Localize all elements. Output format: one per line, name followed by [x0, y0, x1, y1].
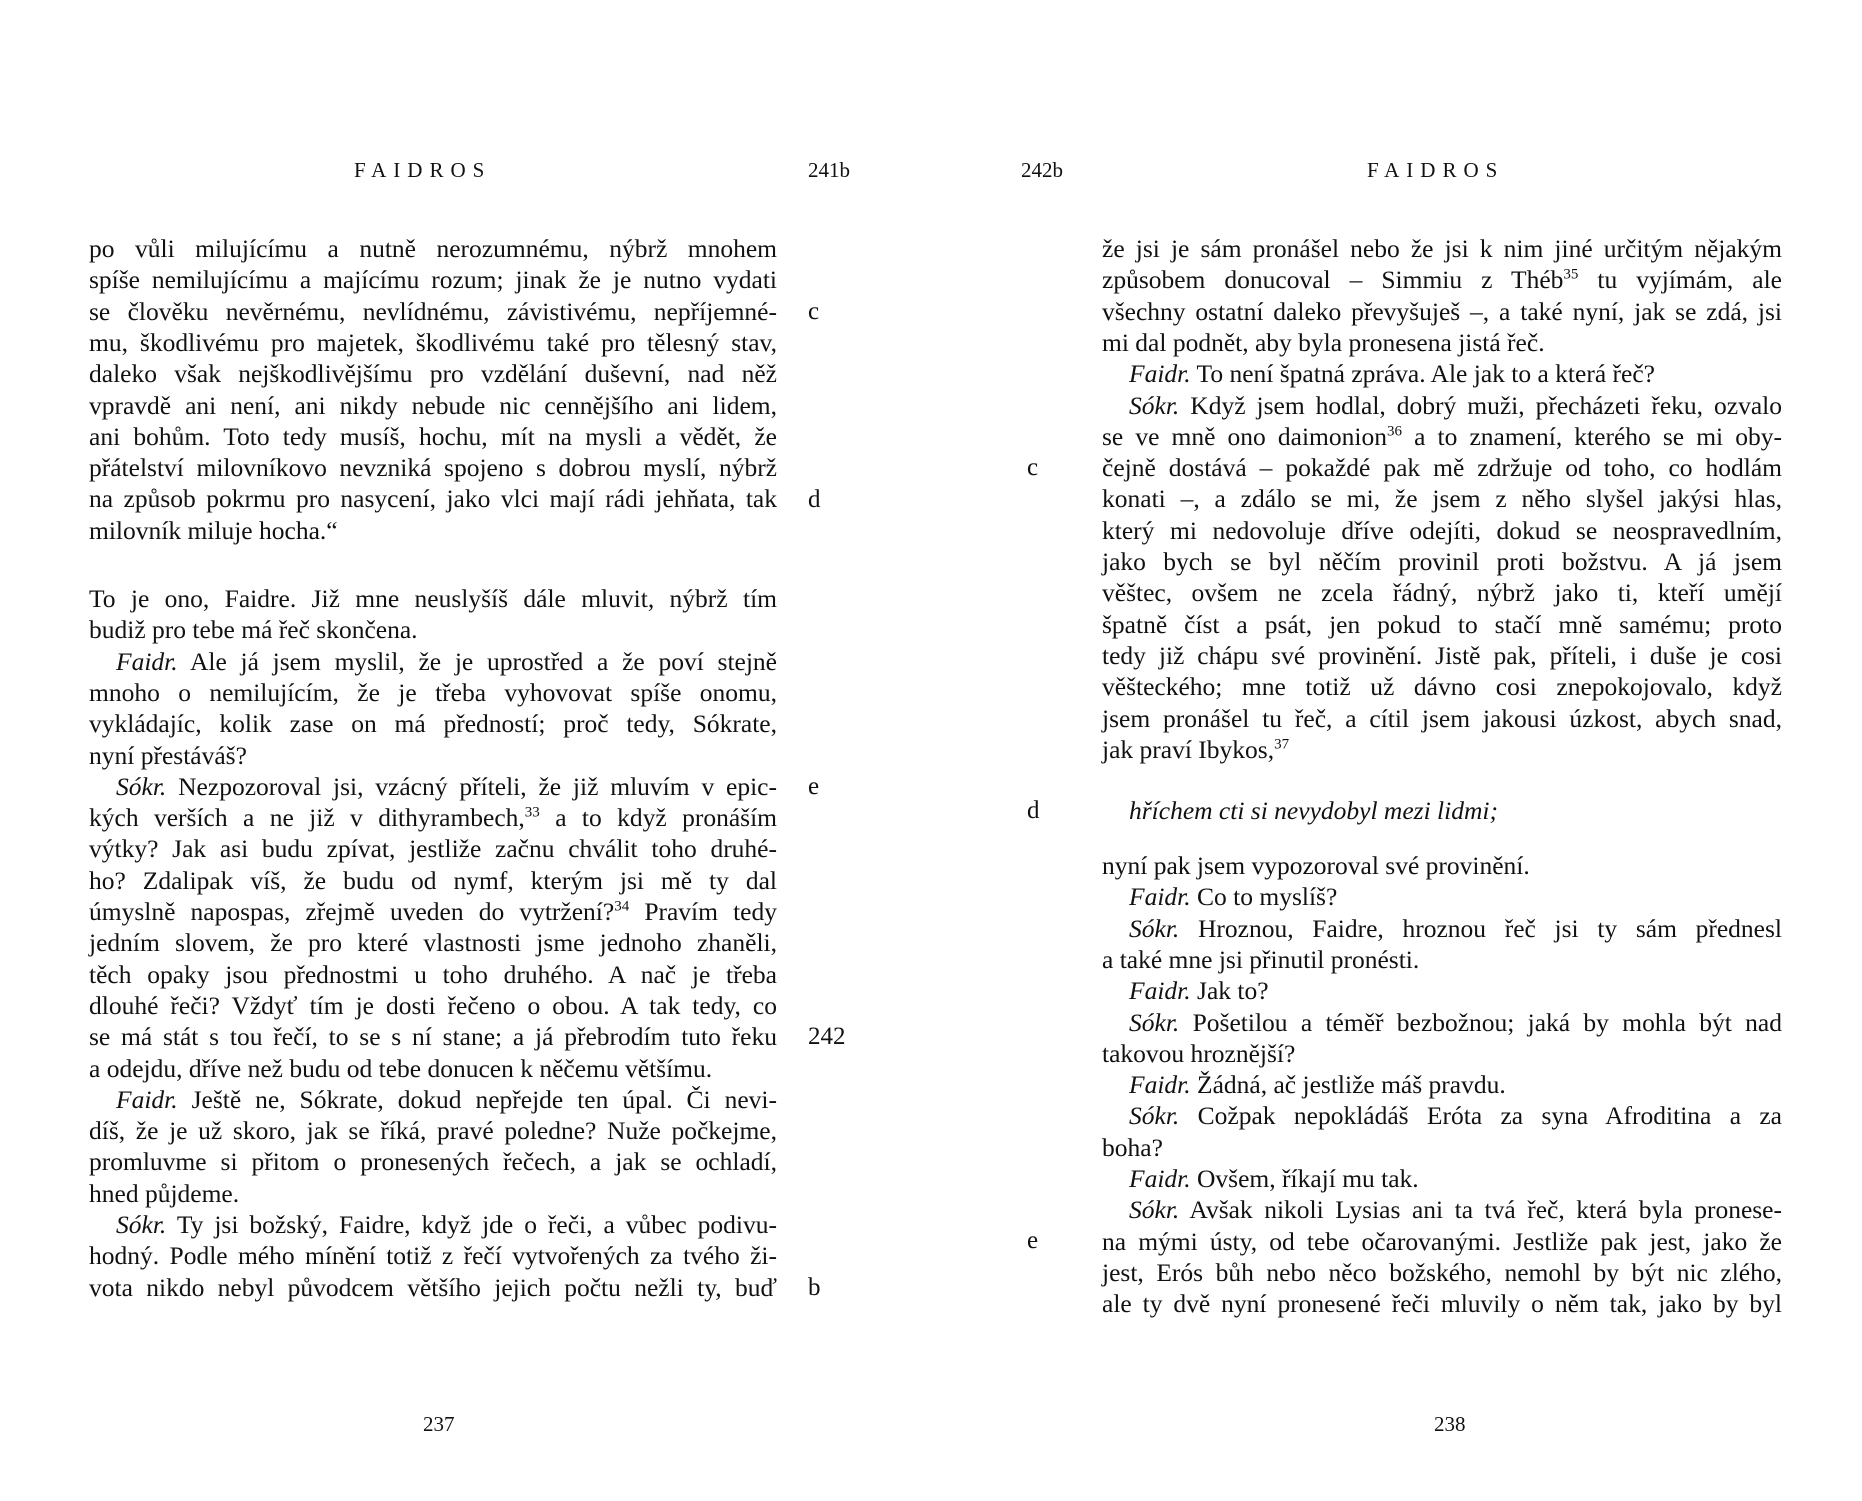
text-line: který mi nedovoluje dříve odejíti, dokud se neospravedlním,: [1102, 515, 1782, 545]
text-line: nyní pak jsem vypozoroval své provinění.: [1102, 851, 1530, 880]
speaker-name: Faidr.: [1129, 1164, 1191, 1193]
text-line: nyní přestáváš?: [89, 740, 247, 770]
speaker-name: Sókr.: [1129, 913, 1180, 943]
text-line: vpravdě ani není, ani nikdy nebude nic cennějšího ani lidem,: [89, 390, 777, 420]
text-line: jako bych se byl něčím provinil proti božstvu. A já jsem: [1102, 547, 1782, 576]
text-line: vota nikdo nebyl původcem většího jejich počtu nežli ty, buď: [89, 1272, 777, 1302]
text-line: Sókr. Ty jsi božský, Faidre, když jde o řeči, a vůbec podivu-: [116, 1210, 777, 1239]
text-line: přátelství milovníkovo nevzniká spojeno s dobrou myslí, nýbrž: [89, 453, 777, 483]
text-line: a odejdu, dříve než budu od tebe donucen k něčemu většímu.: [89, 1053, 713, 1083]
text-line: způsobem donucoval – Simmiu z Théb$^{35}$ tu vyjímám, ale: [1102, 265, 1782, 295]
margin-marker: e: [1027, 1227, 1039, 1254]
text-line: budiž pro tebe má řeč skončena.: [89, 615, 418, 645]
speaker-name: Faidr.: [1129, 882, 1191, 912]
page-number: 237: [423, 1412, 455, 1436]
text-line: Faidr. Ale já jsem myslil, že je uprostřed a že poví stejně: [116, 646, 777, 676]
text-line: věštec, ovšem ne zcela řádný, nýbrž jako ti, kteří umějí: [1102, 578, 1782, 608]
text-line: se člověku nevěrnému, nevlídnému, závistivému, nepříjemné-: [89, 296, 777, 326]
text-line: ale ty dvě nyní pronesené řeči mluvily o něm tak, jako by byl: [1102, 1289, 1782, 1319]
text-line: úmyslně napospas, zřejmě uveden do vytržení?$^{34}$ Pravím tedy: [89, 897, 777, 926]
text-line: hodný. Podle mého mínění totiž z řečí vytvořených za tvého ži-: [89, 1241, 777, 1271]
text-line: kých verších a ne již v dithyrambech,$^{33}$ a to když pronáším: [89, 803, 778, 833]
margin-marker: b: [808, 1274, 821, 1301]
text-line: dlouhé řeči? Vždyť tím je dosti řečeno o obou. A tak tedy, co: [89, 990, 777, 1020]
text-line: Faidr. Co to myslíš?: [1129, 882, 1338, 912]
text-line: boha?: [1102, 1132, 1163, 1162]
speaker-name: Sókr.: [116, 1210, 167, 1239]
text-line: Sókr. Nezpozoroval jsi, vzácný příteli, že již mluvím v epic-: [116, 771, 777, 801]
text-line: vykládajíc, kolik zase on má předností; proč tedy, Sókrate,: [89, 709, 777, 739]
text-line: Faidr. Ovšem, říkají mu tak.: [1129, 1164, 1419, 1193]
text-line: Faidr. To není špatná zpráva. Ale jak to a která řeč?: [1129, 359, 1655, 389]
speaker-name: Sókr.: [1129, 1195, 1180, 1225]
speaker-name: Faidr.: [1129, 976, 1191, 1006]
text-line: ho? Zdalipak víš, že budu od nymf, kterým jsi mě ty dal: [89, 865, 777, 895]
footnote-ref: 33: [524, 804, 540, 821]
page-number: 238: [1434, 1412, 1466, 1436]
text-line: Faidr. Žádná, ač jestliže máš pravdu.: [1129, 1070, 1506, 1100]
section-reference: 241b: [808, 158, 850, 182]
text-line: mu, škodlivému pro majetek, škodlivému také pro tělesný stav,: [89, 327, 777, 357]
speaker-name: Faidr.: [116, 1084, 178, 1114]
text-line: Sókr. Cožpak nepokládáš Eróta za syna Afroditina a za: [1129, 1101, 1782, 1131]
footnote-ref: 36: [1386, 423, 1402, 440]
text-line: na mými ústy, od tebe očarovanými. Jestliže pak jest, jako že: [1102, 1226, 1782, 1256]
text-line: a také mne jsi přinutil pronésti.: [1102, 944, 1420, 974]
text-line: na způsob pokrmu pro nasycení, jako vlci mají rádi jehňata, tak: [89, 484, 777, 514]
running-title: FAIDROS: [1367, 158, 1505, 182]
margin-marker: 242: [808, 1023, 846, 1050]
text-line: věšteckého; mne totiž už dávno cosi znepokojovalo, když: [1102, 672, 1782, 702]
text-line: jsem pronášel tu řeč, a cítil jsem jakousi úzkost, abych snad,: [1102, 703, 1782, 733]
text-line: Sókr. Když jsem hodlal, dobrý muži, přecházeti řeku, ozvalo: [1129, 390, 1782, 420]
speaker-name: Faidr.: [1129, 1070, 1191, 1100]
margin-marker: d: [808, 486, 821, 513]
text-line: těch opaky jsou přednostmi u toho druhého. A nač je třeba: [89, 959, 777, 989]
text-line: hned půjdeme.: [89, 1178, 240, 1208]
text-line: To je ono, Faidre. Již mne neuslyšíš dále mluvit, nýbrž tím: [89, 584, 777, 613]
text-line: Sókr. Pošetilou a téměř bezbožnou; jaká by mohla být nad: [1129, 1007, 1782, 1037]
text-line: jedním slovem, že pro které vlastnosti jsme jednoho zhaněli,: [89, 928, 777, 958]
text-line: se má stát s tou řečí, to se s ní stane; a já přebrodím tuto řeku: [89, 1022, 777, 1052]
right-page: [931, 0, 1862, 1501]
margin-marker: c: [808, 298, 820, 325]
text-line: po vůli milujícímu a nutně nerozumnému, nýbrž mnohem: [89, 234, 777, 263]
text-line: se ve mně ono daimonion$^{36}$ a to znamení, kterého se mi oby-: [1102, 421, 1782, 451]
text-line: spíše nemilujícímu a majícímu rozum; jinak že je nutno vydati: [89, 265, 777, 295]
margin-marker: c: [1027, 454, 1039, 481]
verse-quote: hříchem cti si nevydobyl mezi lidmi;: [1129, 796, 1498, 825]
text-line: jak praví Ibykos,$^{37}$: [1102, 734, 1290, 764]
text-line: ani bohům. Toto tedy musíš, hochu, mít na mysli a vědět, že: [89, 421, 777, 451]
text-line: všechny ostatní daleko převyšuješ –, a také nyní, jak se zdá, jsi: [1102, 296, 1782, 326]
text-line: jest, Erós bůh nebo něco božského, nemohl by být nic zlého,: [1102, 1257, 1782, 1287]
footnote-ref: 34: [614, 898, 630, 915]
text-line: daleko však nejškodlivějšímu pro vzdělání duševní, nad něž: [89, 359, 777, 389]
text-line: špatně číst a psát, jen pokud to stačí mně samému; proto: [1102, 609, 1782, 639]
speaker-name: Sókr.: [1129, 1007, 1180, 1037]
footnote-ref: 37: [1274, 736, 1290, 753]
speaker-name: Faidr.: [116, 646, 178, 676]
text-line: výtky? Jak asi budu zpívat, jestliže začnu chválit toho druhé-: [89, 834, 777, 864]
text-line: Faidr. Jak to?: [1129, 976, 1269, 1006]
margin-marker: e: [808, 773, 820, 800]
speaker-name: Sókr.: [1129, 1101, 1180, 1131]
footnote-ref: 35: [1563, 266, 1579, 283]
text-line: milovník miluje hocha.“: [89, 515, 338, 545]
text-line: mi dal podnět, aby byla pronesena jistá řeč.: [1102, 327, 1545, 357]
text-line: tedy již chápu své provinění. Jistě pak, příteli, i duše je cosi: [1102, 640, 1782, 670]
text-line: mnoho o nemilujícím, že je třeba vyhovovat spíše onomu,: [89, 677, 777, 707]
text-line: Sókr. Hroznou, Faidre, hroznou řeč jsi ty sám přednesl: [1129, 913, 1782, 943]
text-line: takovou hroznější?: [1102, 1038, 1296, 1068]
speaker-name: Sókr.: [1129, 390, 1180, 420]
running-title: FAIDROS: [354, 158, 492, 182]
speaker-name: Sókr.: [116, 771, 167, 801]
text-line: Faidr. Ještě ne, Sókrate, dokud nepřejde ten úpal. Či nevi-: [116, 1084, 777, 1114]
margin-marker: d: [1027, 797, 1040, 824]
speaker-name: Faidr.: [1129, 359, 1191, 389]
section-reference: 242b: [1021, 158, 1063, 182]
text-line: konati –, a zdálo se mi, že jsem z něho slyšel jakýsi hlas,: [1102, 484, 1782, 514]
text-line: promluvme si přitom o pronesených řečech, a jak se ochladí,: [89, 1147, 777, 1177]
text-line: čejně dostává – pokaždé pak mě zdržuje od toho, co hodlám: [1102, 453, 1782, 483]
text-line: Sókr. Avšak nikoli Lysias ani ta tvá řeč, která byla pronese-: [1129, 1195, 1782, 1225]
text-line: díš, že je už skoro, jak se říká, pravé poledne? Nuže počkejme,: [89, 1116, 777, 1146]
text-line: že jsi je sám pronášel nebo že jsi k nim jiné určitým nějakým: [1102, 234, 1782, 263]
